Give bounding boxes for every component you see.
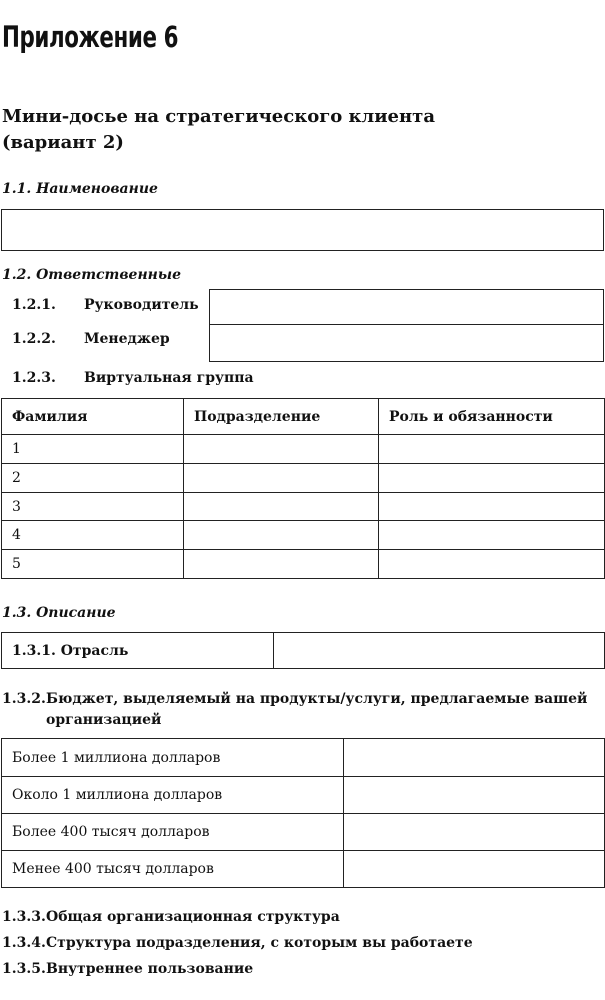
table-row [2,851,605,888]
client-name-field[interactable] [1,209,604,251]
row-number-cell[interactable]: 5 [2,550,184,579]
industry-field[interactable] [274,633,605,669]
document-title-line2: (вариант 2) [2,132,124,153]
table-row [2,550,605,579]
budget-option-label: Более 400 тысяч долларов [2,814,344,851]
virtual-group-table [1,398,605,579]
industry-label: 1.3.1. Отрасль [2,633,274,669]
industry-table [1,632,605,669]
budget-option-label: Около 1 миллиона долларов [2,777,344,814]
budget-question-line2: организацией [46,712,162,728]
row-number-cell[interactable]: 4 [2,521,184,550]
item-label-dept-structure: Структура подразделения, с которым вы работаете [46,935,473,951]
budget-option-field[interactable] [344,851,605,888]
row-number-cell[interactable]: 1 [2,435,184,464]
department-cell[interactable] [184,550,379,579]
budget-option-label: Более 1 миллиона долларов [2,739,344,777]
table-row [2,464,605,493]
budget-question [46,689,602,731]
row-number-cell[interactable]: 3 [2,493,184,521]
table-header-row [2,399,605,435]
industry-row [2,633,605,669]
section-label-responsible: 1.2. Ответственные [2,267,182,283]
row-number-cell[interactable]: 2 [2,464,184,493]
document-title [2,104,602,156]
item-num-dept-structure: 1.3.4. [2,935,46,951]
row-num-manager: 1.2.2. [12,331,56,347]
column-header-role: Роль и обязанности [379,399,605,435]
budget-table [1,738,605,888]
role-cell[interactable] [379,435,605,464]
appendix-title: Приложение 6 [2,20,179,54]
role-cell[interactable] [379,493,605,521]
manager-field[interactable] [209,324,604,362]
budget-option-field[interactable] [344,739,605,777]
item-num-internal-use: 1.3.5. [2,961,46,977]
table-row [2,435,605,464]
item-num-org-structure: 1.3.3. [2,909,46,925]
row-num-head: 1.2.1. [12,297,56,313]
document-title-line1: Мини-досье на стратегического клиента [2,106,436,127]
department-cell[interactable] [184,435,379,464]
row-num-virtual-group: 1.2.3. [12,370,56,386]
budget-option-field[interactable] [344,777,605,814]
table-row [2,493,605,521]
section-label-description: 1.3. Описание [2,605,116,621]
table-row [2,777,605,814]
budget-num: 1.3.2. [2,691,46,707]
column-header-department: Подразделение [184,399,379,435]
budget-option-field[interactable] [344,814,605,851]
department-cell[interactable] [184,521,379,550]
department-cell[interactable] [184,464,379,493]
row-label-manager: Менеджер [84,331,170,347]
budget-question-line1: Бюджет, выделяемый на продукты/услуги, предлагаемые вашей [46,691,588,707]
head-field[interactable] [209,289,604,325]
role-cell[interactable] [379,550,605,579]
table-row [2,814,605,851]
row-label-virtual-group: Виртуальная группа [84,370,254,386]
column-header-surname: Фамилия [2,399,184,435]
section-label-name: 1.1. Наименование [2,181,158,197]
budget-option-label: Менее 400 тысяч долларов [2,851,344,888]
table-row [2,521,605,550]
item-label-internal-use: Внутреннее пользование [46,961,254,977]
role-cell[interactable] [379,464,605,493]
item-label-org-structure: Общая организационная структура [46,909,340,925]
department-cell[interactable] [184,493,379,521]
role-cell[interactable] [379,521,605,550]
row-label-head: Руководитель [84,297,199,313]
table-row [2,739,605,777]
